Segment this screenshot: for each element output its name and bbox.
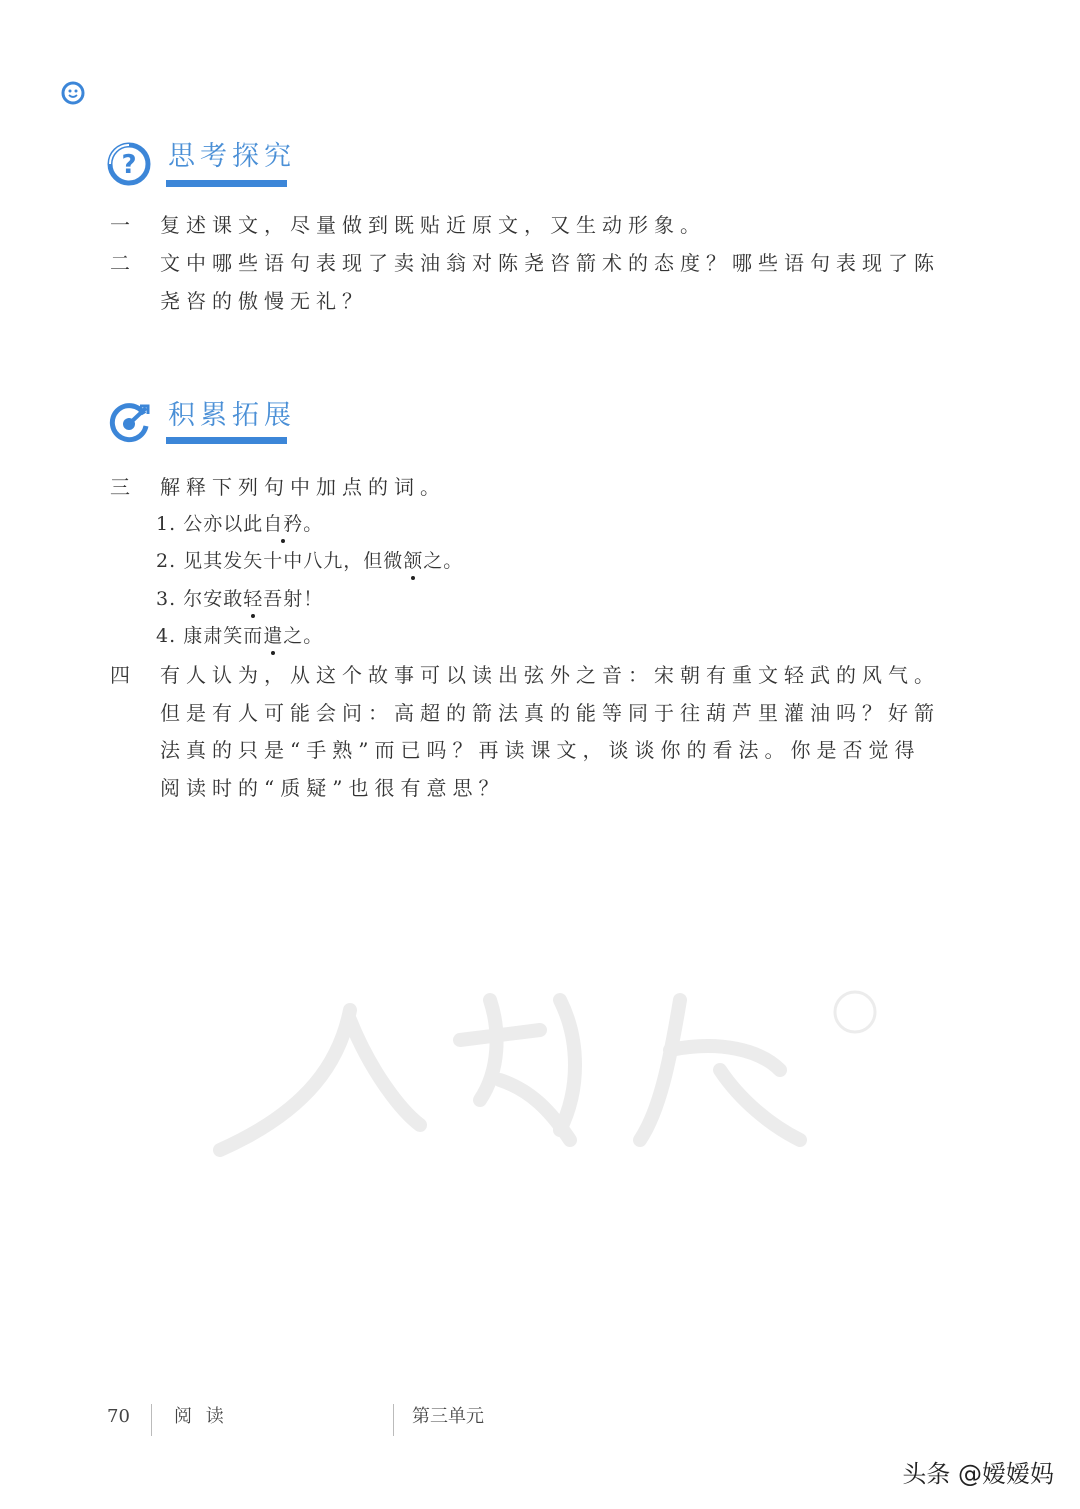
item3-marker: 三 — [110, 475, 130, 499]
item4-text-line3: 法真的只是“手熟”而已吗？再读课文，谈谈你的看法。你是否觉得 — [160, 738, 921, 762]
dotted-word: 颔 — [403, 547, 423, 575]
question-icon — [106, 141, 152, 187]
item2-text-line1: 文中哪些语句表现了卖油翁对陈尧咨箭术的态度？哪些语句表现了陈 — [160, 251, 940, 275]
item4-text-line4: 阅读时的“质疑”也很有意思？ — [160, 776, 505, 800]
subitem-text: 公亦以此 — [183, 513, 264, 535]
subitem-text: 康肃笑而 — [183, 625, 264, 647]
subitem-text: 尔安敢 — [183, 588, 244, 610]
footer-unit: 第三单元 — [412, 1406, 484, 1427]
subitem-number: 3. — [156, 588, 177, 610]
subitem-text: 吾射！ — [263, 588, 324, 610]
subitem-1 — [156, 510, 323, 538]
page-number: 70 — [107, 1406, 130, 1427]
dotted-word: 轻 — [243, 585, 263, 613]
publisher-watermark — [200, 940, 900, 1170]
footer-section: 阅 读 — [174, 1406, 228, 1427]
item2-marker: 二 — [110, 251, 130, 275]
subitem-number: 2. — [156, 550, 177, 572]
subitem-text: 之。 — [283, 625, 324, 647]
footer-divider — [151, 1404, 152, 1436]
subitem-text: 之。 — [423, 550, 464, 572]
section1-title: 思考探究 — [168, 141, 296, 172]
item4-text-line1: 有人认为，从这个故事可以读出弦外之音：宋朝有重文轻武的风气。 — [160, 663, 940, 687]
registered-mark — [835, 992, 875, 1032]
footer-divider — [393, 1404, 394, 1436]
source-credit: 头条 @嫒嫒妈 — [902, 1460, 1054, 1488]
item4-text-line2: 但是有人可能会问：高超的箭法真的能等同于往葫芦里灌油吗？好箭 — [160, 701, 940, 725]
dotted-word: 遣 — [263, 622, 283, 650]
section1-underline — [166, 180, 287, 187]
item1-text: 复述课文，尽量做到既贴近原文，又生动形象。 — [160, 213, 706, 237]
subitem-number: 1. — [156, 513, 177, 535]
section2-title: 积累拓展 — [168, 400, 296, 431]
item3-text: 解释下列句中加点的词。 — [160, 475, 446, 499]
dotted-word: 自矜 — [263, 510, 303, 538]
item2-text-line2: 尧咨的傲慢无礼？ — [160, 289, 368, 313]
subitem-text: 。 — [303, 513, 324, 535]
smiley-icon — [61, 81, 85, 105]
subitem-2 — [156, 547, 463, 575]
section2-underline — [166, 437, 287, 444]
svg-text:?: ? — [121, 150, 137, 180]
subitem-4 — [156, 622, 323, 650]
item1-marker: 一 — [110, 213, 130, 237]
accumulate-icon — [106, 400, 152, 446]
subitem-number: 4. — [156, 625, 177, 647]
subitem-3 — [156, 585, 323, 613]
subitem-text: 见其发矢十中八九，但微 — [183, 550, 404, 572]
item4-marker: 四 — [110, 663, 130, 687]
